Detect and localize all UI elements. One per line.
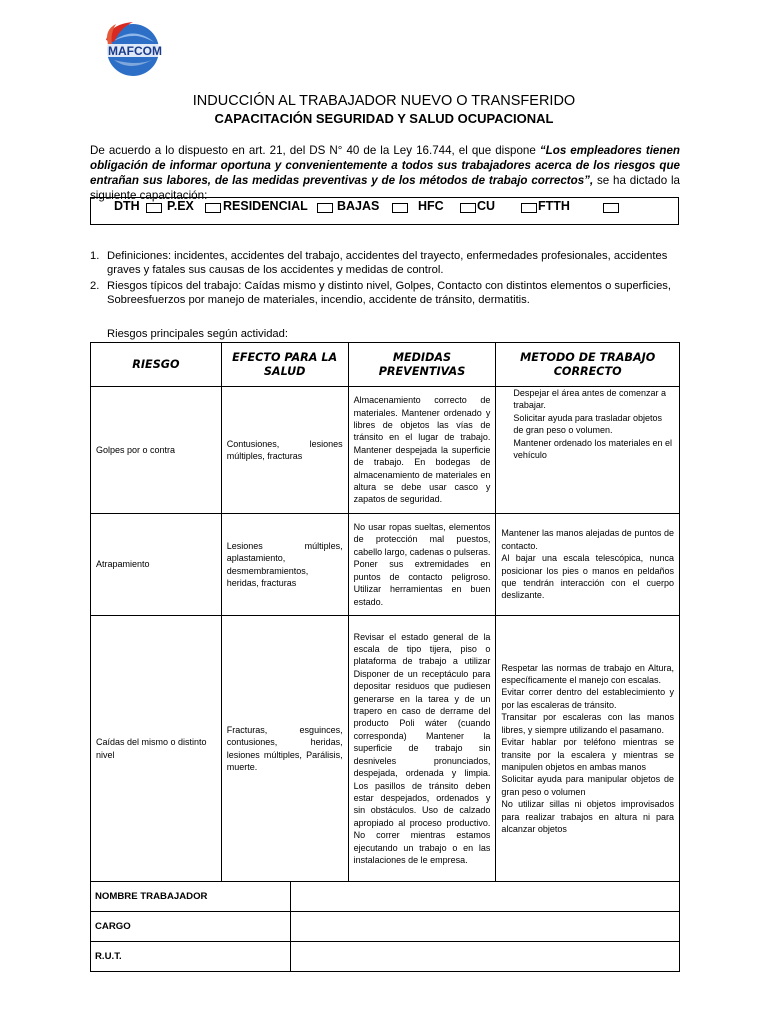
risks-table	[90, 342, 680, 882]
table-row	[91, 616, 680, 882]
checkbox-ftth[interactable]	[603, 203, 619, 213]
input-cargo[interactable]	[290, 912, 679, 942]
company-logo	[100, 20, 170, 80]
cell-metodo: Respetar las normas de trabajo en Altura, específicamente el manejo con escalas. Evitar correr dentro del establecimiento y por las escaleras de tránsito. Transitar por escaleras con las manos libres, y siempre utilizando el pasamano. Evitar hablar por teléfono mientras se transite por la escalera y mientras se manipulen objetos en ambas manos Solicitar ayuda para manipular objetos de gran peso o volumen No utilizar sillas ni objetos improvisados para realizar trabajos en altura ni para alcanzar objetos	[496, 616, 680, 882]
checkbox-dth[interactable]	[146, 203, 162, 213]
cell-medidas: Almacenamiento correcto de materiales. Mantener ordenado y libres de objetos las vías de tránsito en el lugar de trabajo. Mantener despejada la superficie de trabajo. En bodegas de almacenamiento de materiales en altura se debe usar casco y zapatos de seguridad.	[348, 387, 496, 514]
label-cargo: CARGO	[91, 912, 291, 942]
checkbox-label-pex: P.EX	[167, 199, 194, 213]
cell-efecto: Fracturas, esguinces, contusiones, heridas, lesiones múltiples, Parálisis, muerte.	[221, 616, 348, 882]
checkbox-label-hfc: HFC	[418, 199, 444, 213]
checkbox-label-ftth: FTTH	[538, 199, 570, 213]
label-nombre-trabajador: NOMBRE TRABAJADOR	[91, 882, 291, 912]
table-header-row	[91, 343, 680, 387]
checkbox-label-residencial: RESIDENCIAL	[223, 199, 308, 213]
worker-signature-table	[90, 881, 680, 972]
header-metodo: METODO DE TRABAJO CORRECTO	[496, 343, 680, 387]
cell-efecto: Lesiones múltiples, aplastamiento, desmembramientos, heridas, fracturas	[221, 514, 348, 616]
table-row	[91, 942, 680, 972]
checkbox-bajas[interactable]	[392, 203, 408, 213]
input-rut[interactable]	[290, 942, 679, 972]
list-item: 2. Riesgos típicos del trabajo: Caídas mismo y distinto nivel, Golpes, Contacto con distintos elementos o superficies, Sobreesfuerzos por manejo de materiales, incendio, accidente de tránsito, dermatitis.	[90, 280, 671, 306]
cell-riesgo: Golpes por o contra	[91, 387, 222, 514]
cell-metodo: Mantener las manos alejadas de puntos de contacto. Al bajar una escala telescópica, nunca posicionar los pies o manos en peldaños que tendrán interacción con el cuerpo deslizante.	[496, 514, 680, 616]
checkbox-hfc[interactable]	[460, 203, 476, 213]
table-row	[91, 882, 680, 912]
header-medidas: MEDIDAS PREVENTIVAS	[348, 343, 496, 387]
risks-section-title: Riesgos principales según actividad:	[107, 328, 288, 340]
input-nombre-trabajador[interactable]	[290, 882, 679, 912]
cell-metodo: Despejar el área antes de comenzar a trabajar. Solicitar ayuda para trasladar objetos de gran peso o volumen. Mantener ordenado los materiales en el vehículo	[496, 387, 680, 514]
cell-riesgo: Caídas del mismo o distinto nivel	[91, 616, 222, 882]
list-item: 1. Definiciones: incidentes, accidentes del trabajo, accidentes del trayecto, enfermedades profesionales, accidentes graves y fatales sus causas de los accidentes y medidas de control.	[90, 250, 668, 276]
document-subtitle: CAPACITACIÓN SEGURIDAD Y SALUD OCUPACIONAL	[214, 111, 554, 126]
checkbox-cu[interactable]	[521, 203, 537, 213]
intro-paragraph: De acuerdo a lo dispuesto en art. 21, del DS N° 40 de la Ley 16.744, el que dispone “Los empleadores tienen obligación de informar oportuna y convenientemente a todos sus trabajadores acerca de los riesgos que entrañan sus labores, de las medidas preventivas y de los métodos de trabajo correctos”, se ha dictado la siguiente capacitación:	[90, 144, 680, 202]
service-checkbox-row	[90, 197, 679, 225]
header-riesgo: RIESGO	[91, 343, 222, 387]
cell-efecto: Contusiones, lesiones múltiples, fracturas	[221, 387, 348, 514]
globe-logo-icon	[100, 20, 170, 80]
checkbox-pex[interactable]	[205, 203, 221, 213]
cell-riesgo: Atrapamiento	[91, 514, 222, 616]
topics-list	[90, 249, 680, 309]
checkbox-label-dth: DTH	[114, 199, 140, 213]
table-row	[91, 514, 680, 616]
header-efecto: EFECTO PARA LA SALUD	[221, 343, 348, 387]
cell-medidas: Revisar el estado general de la escala de tipo tijera, piso o plataforma de trabajo a utilizar Disponer de un receptáculo para depositar residuos que pudiesen generarse en la tarea y de un trapero en caso de derrame del producto Poli wáter (cuando corresponda) Mantener la superficie de trabajo sin desniveles pronunciados, despejada, ordenada y limpia. Los pasillos de tránsito deben estar despejados, ordenados y sin obstáculos. Uso de calzado apropiado al proceso productivo. No correr mientras estamos ejecutando un trabajo o en las instalaciones de le empresa.	[348, 616, 496, 882]
legal-quote: “Los empleadores tienen obligación de informar oportuna y convenientemente a todos sus trabajadores acerca de los riesgos que entrañan sus labores, de las medidas preventivas y de los métodos de trabajo correctos”,	[90, 144, 680, 187]
cell-medidas: No usar ropas sueltas, elementos de protección mal puestos, cabello largo, cadenas o pulseras. Poner sus extremidades en puntos de contacto peligroso. Utilizar herramientas en buen estado.	[348, 514, 496, 616]
document-title: INDUCCIÓN AL TRABAJADOR NUEVO O TRANSFERIDO	[192, 93, 576, 109]
logo-text: MAFCOM	[108, 44, 162, 58]
label-rut: R.U.T.	[91, 942, 291, 972]
checkbox-label-bajas: BAJAS	[337, 199, 380, 213]
checkbox-label-cu: CU	[477, 199, 496, 213]
table-row	[91, 912, 680, 942]
table-row	[91, 387, 680, 514]
checkbox-residencial[interactable]	[317, 203, 333, 213]
